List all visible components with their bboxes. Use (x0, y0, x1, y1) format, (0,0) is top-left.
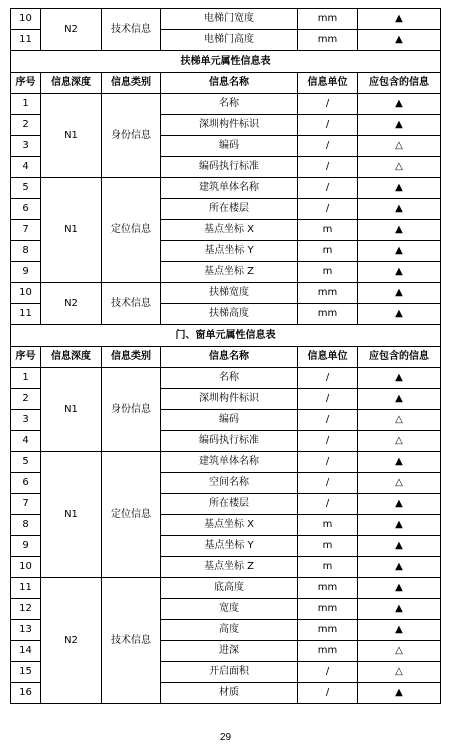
info-unit: / (298, 431, 358, 452)
row-number: 8 (11, 515, 41, 536)
info-unit: m (298, 262, 358, 283)
info-unit: / (298, 683, 358, 704)
info-unit: / (298, 368, 358, 389)
info-unit: mm (298, 641, 358, 662)
info-name: 扶梯高度 (161, 304, 298, 325)
column-header: 信息类别 (102, 73, 161, 94)
info-unit: mm (298, 599, 358, 620)
info-category: 技术信息 (102, 578, 161, 704)
info-unit: / (298, 157, 358, 178)
info-depth: N1 (41, 178, 102, 283)
row-number: 6 (11, 473, 41, 494)
attribute-tables (10, 8, 441, 704)
column-header: 序号 (11, 347, 41, 368)
info-name: 基点坐标 X (161, 220, 298, 241)
row-number: 1 (11, 94, 41, 115)
row-number: 3 (11, 410, 41, 431)
info-unit: / (298, 410, 358, 431)
info-category: 定位信息 (102, 452, 161, 578)
row-number: 5 (11, 178, 41, 199)
info-name: 所在楼层 (161, 199, 298, 220)
info-name: 开启面积 (161, 662, 298, 683)
info-unit: / (298, 136, 358, 157)
info-mark: ▲ (358, 199, 441, 220)
info-unit: / (298, 662, 358, 683)
info-depth: N1 (41, 452, 102, 578)
table-header-row (11, 73, 441, 94)
info-name: 扶梯宽度 (161, 283, 298, 304)
row-number: 2 (11, 389, 41, 410)
column-header: 信息单位 (298, 73, 358, 94)
column-header: 信息单位 (298, 347, 358, 368)
table-row (11, 9, 441, 30)
column-header: 信息深度 (41, 347, 102, 368)
table-header-row (11, 347, 441, 368)
info-mark: △ (358, 641, 441, 662)
info-category: 身份信息 (102, 368, 161, 452)
row-number: 8 (11, 241, 41, 262)
info-mark: ▲ (358, 304, 441, 325)
info-unit: / (298, 473, 358, 494)
row-number: 12 (11, 599, 41, 620)
info-depth: N2 (41, 283, 102, 325)
info-unit: m (298, 241, 358, 262)
info-mark: △ (358, 136, 441, 157)
info-mark: ▲ (358, 283, 441, 304)
column-header: 信息深度 (41, 73, 102, 94)
info-unit: mm (298, 304, 358, 325)
info-name: 空间名称 (161, 473, 298, 494)
info-mark: ▲ (358, 9, 441, 30)
table-row (11, 452, 441, 473)
info-depth: N1 (41, 368, 102, 452)
column-header: 应包含的信息 (358, 73, 441, 94)
column-header: 信息名称 (161, 73, 298, 94)
info-mark: ▲ (358, 683, 441, 704)
info-mark: ▲ (358, 389, 441, 410)
row-number: 13 (11, 620, 41, 641)
info-name: 基点坐标 Z (161, 557, 298, 578)
info-unit: m (298, 220, 358, 241)
info-unit: mm (298, 283, 358, 304)
info-mark: ▲ (358, 262, 441, 283)
info-unit: mm (298, 30, 358, 51)
info-name: 深圳构件标识 (161, 389, 298, 410)
info-mark: ▲ (358, 220, 441, 241)
row-number: 10 (11, 557, 41, 578)
info-name: 编码 (161, 136, 298, 157)
row-number: 4 (11, 157, 41, 178)
info-name: 进深 (161, 641, 298, 662)
info-unit: / (298, 494, 358, 515)
info-mark: ▲ (358, 115, 441, 136)
row-number: 7 (11, 494, 41, 515)
info-unit: mm (298, 620, 358, 641)
info-name: 基点坐标 X (161, 515, 298, 536)
row-number: 1 (11, 368, 41, 389)
info-name: 建筑单体名称 (161, 452, 298, 473)
table-title: 扶梯单元属性信息表 (11, 51, 441, 73)
info-unit: / (298, 452, 358, 473)
info-name: 所在楼层 (161, 494, 298, 515)
row-number: 2 (11, 115, 41, 136)
info-unit: m (298, 515, 358, 536)
row-number: 5 (11, 452, 41, 473)
row-number: 14 (11, 641, 41, 662)
info-unit: / (298, 115, 358, 136)
info-mark: △ (358, 473, 441, 494)
info-mark: ▲ (358, 494, 441, 515)
info-unit: mm (298, 9, 358, 30)
info-mark: ▲ (358, 241, 441, 262)
info-name: 建筑单体名称 (161, 178, 298, 199)
table-row (11, 94, 441, 115)
row-number: 11 (11, 304, 41, 325)
row-number: 7 (11, 220, 41, 241)
info-mark: ▲ (358, 178, 441, 199)
row-number: 11 (11, 30, 41, 51)
info-name: 电梯门高度 (161, 30, 298, 51)
info-mark: △ (358, 410, 441, 431)
info-mark: ▲ (358, 452, 441, 473)
info-category: 技术信息 (102, 283, 161, 325)
info-name: 高度 (161, 620, 298, 641)
row-number: 9 (11, 536, 41, 557)
info-name: 电梯门宽度 (161, 9, 298, 30)
info-unit: m (298, 536, 358, 557)
info-mark: △ (358, 662, 441, 683)
info-name: 基点坐标 Y (161, 241, 298, 262)
row-number: 3 (11, 136, 41, 157)
row-number: 4 (11, 431, 41, 452)
info-mark: ▲ (358, 536, 441, 557)
info-name: 编码执行标准 (161, 157, 298, 178)
info-depth: N2 (41, 9, 102, 51)
info-name: 基点坐标 Z (161, 262, 298, 283)
info-unit: / (298, 178, 358, 199)
row-number: 16 (11, 683, 41, 704)
table-row (11, 368, 441, 389)
info-name: 宽度 (161, 599, 298, 620)
row-number: 6 (11, 199, 41, 220)
info-mark: ▲ (358, 599, 441, 620)
info-name: 编码 (161, 410, 298, 431)
table-title: 门、窗单元属性信息表 (11, 325, 441, 347)
table-row (11, 578, 441, 599)
table-row (11, 283, 441, 304)
row-number: 10 (11, 9, 41, 30)
table-row (11, 178, 441, 199)
info-name: 基点坐标 Y (161, 536, 298, 557)
info-name: 深圳构件标识 (161, 115, 298, 136)
info-unit: m (298, 557, 358, 578)
info-name: 底高度 (161, 578, 298, 599)
page-number: 29 (219, 732, 232, 743)
info-category: 定位信息 (102, 178, 161, 283)
info-depth: N2 (41, 578, 102, 704)
info-category: 身份信息 (102, 94, 161, 178)
info-mark: △ (358, 157, 441, 178)
info-depth: N1 (41, 94, 102, 178)
info-mark: ▲ (358, 620, 441, 641)
column-header: 信息类别 (102, 347, 161, 368)
info-unit: / (298, 199, 358, 220)
row-number: 9 (11, 262, 41, 283)
info-name: 名称 (161, 94, 298, 115)
info-unit: / (298, 94, 358, 115)
info-name: 材质 (161, 683, 298, 704)
info-category: 技术信息 (102, 9, 161, 51)
column-header: 信息名称 (161, 347, 298, 368)
info-name: 名称 (161, 368, 298, 389)
info-name: 编码执行标准 (161, 431, 298, 452)
row-number: 11 (11, 578, 41, 599)
info-mark: ▲ (358, 578, 441, 599)
info-unit: mm (298, 578, 358, 599)
row-number: 10 (11, 283, 41, 304)
info-mark: ▲ (358, 515, 441, 536)
info-mark: ▲ (358, 368, 441, 389)
info-mark: ▲ (358, 557, 441, 578)
row-number: 15 (11, 662, 41, 683)
info-mark: ▲ (358, 30, 441, 51)
column-header: 序号 (11, 73, 41, 94)
info-unit: / (298, 389, 358, 410)
info-mark: ▲ (358, 94, 441, 115)
column-header: 应包含的信息 (358, 347, 441, 368)
info-mark: △ (358, 431, 441, 452)
